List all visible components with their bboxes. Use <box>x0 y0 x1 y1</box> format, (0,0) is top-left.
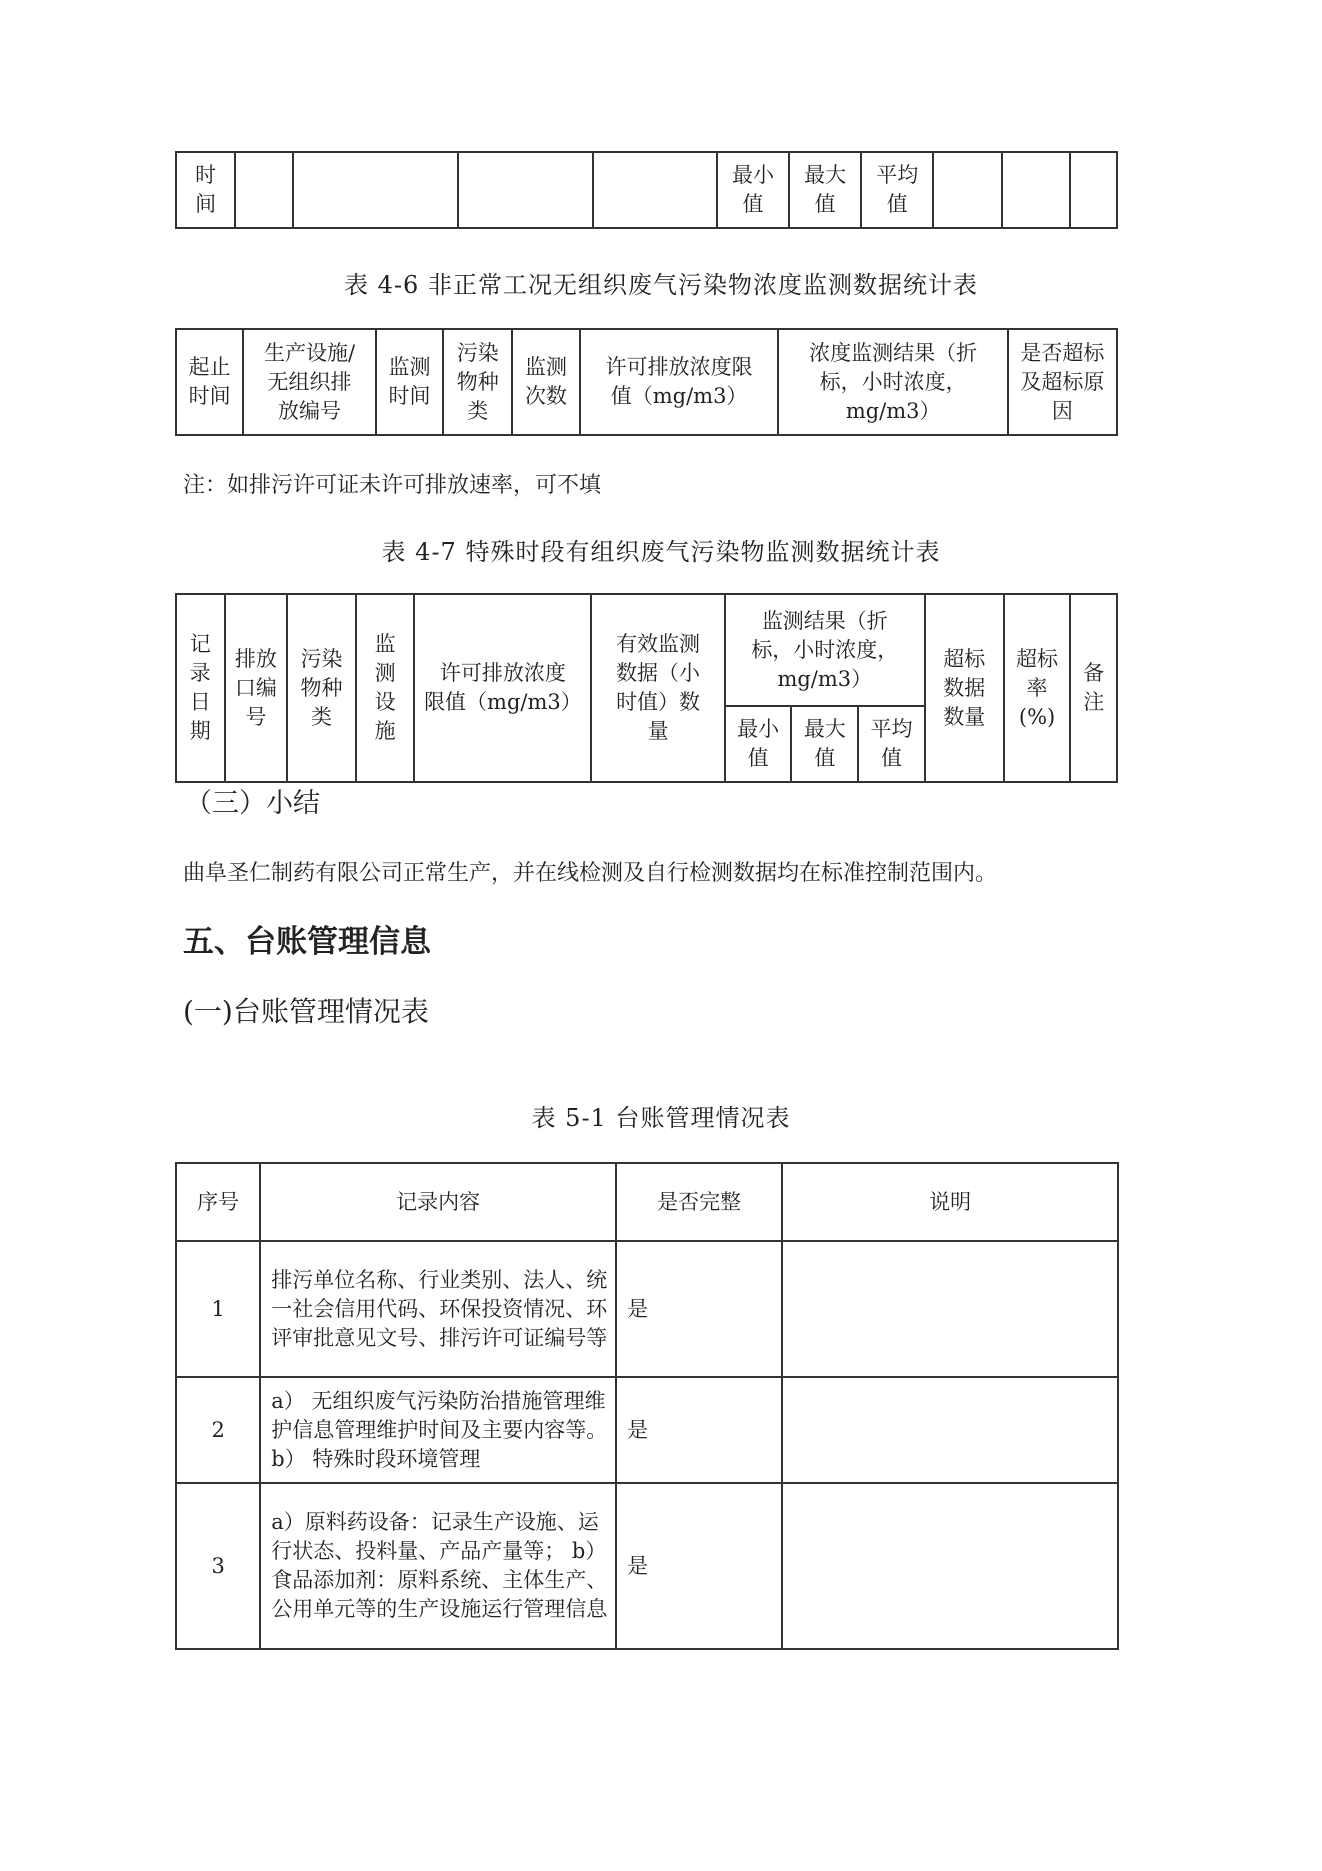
header-cell: 许可排放浓度 限值（mg/m3） <box>414 594 591 782</box>
sub-header-cell: 最大 值 <box>791 706 858 782</box>
table-4-7-caption: 表 4-7 特殊时段有组织废气污染物监测数据统计表 <box>381 538 941 566</box>
header-cell: 起止 时间 <box>176 329 243 435</box>
row-note <box>782 1483 1118 1649</box>
header-cell: 浓度监测结果（折 标，小时浓度， mg/m3） <box>778 329 1007 435</box>
row-content: a） 无组织废气污染防治措施管理维护信息管理维护时间及主要内容等。 b） 特殊时段环境管理 <box>260 1377 616 1483</box>
empty-cell <box>593 152 717 228</box>
table-4-6 <box>175 328 1118 436</box>
header-cell: 超标 率 (%) <box>1004 594 1071 782</box>
table-row <box>176 1241 1118 1377</box>
summary-text: 曲阜圣仁制药有限公司正常生产，并在线检测及自行检测数据均在标准控制范围内。 <box>183 861 998 886</box>
table-4-7 <box>175 593 1118 783</box>
row-number: 3 <box>176 1483 260 1649</box>
header-cell: 序号 <box>176 1163 260 1241</box>
header-cell: 说明 <box>782 1163 1118 1241</box>
header-cell: 是否完整 <box>616 1163 782 1241</box>
header-cell: 污染 物种 类 <box>443 329 512 435</box>
sub-header-cell: 平均 值 <box>858 706 925 782</box>
avg-cell: 平均 值 <box>861 152 933 228</box>
section-3-title: （三）小结 <box>185 788 320 819</box>
section-5-title: 五、台账管理信息 <box>183 924 431 960</box>
header-cell: 记 录 日 期 <box>176 594 225 782</box>
empty-cell <box>458 152 592 228</box>
header-cell: 污染 物种 类 <box>287 594 356 782</box>
note-text: 注：如排污许可证未许可排放速率，可不填 <box>183 473 602 498</box>
row-number: 1 <box>176 1241 260 1377</box>
header-cell: 监测 次数 <box>512 329 579 435</box>
empty-cell <box>1070 152 1117 228</box>
row-note <box>782 1241 1118 1377</box>
table-5-1-caption: 表 5-1 台账管理情况表 <box>531 1104 791 1132</box>
empty-cell <box>235 152 293 228</box>
sub-header-cell: 最小 值 <box>725 706 792 782</box>
table-4-6-caption: 表 4-6 非正常工况无组织废气污染物浓度监测数据统计表 <box>344 271 978 299</box>
header-cell: 记录内容 <box>260 1163 616 1241</box>
empty-cell <box>293 152 458 228</box>
table-row <box>176 1377 1118 1483</box>
header-cell: 许可排放浓度限 值（mg/m3） <box>580 329 779 435</box>
time-cell: 时 间 <box>176 152 235 228</box>
min-cell: 最小 值 <box>717 152 789 228</box>
header-cell: 生产设施/ 无组织排 放编号 <box>243 329 376 435</box>
row-number: 2 <box>176 1377 260 1483</box>
sub-1-title: (一)台账管理情况表 <box>183 995 429 1028</box>
table-5-1 <box>175 1162 1119 1650</box>
row-content: a）原料药设备：记录生产设施、运行状态、投料量、产品产量等； b）食品添加剂：原料系统、主体生产、公用单元等的生产设施运行管理信息 <box>260 1483 616 1649</box>
row-complete: 是 <box>616 1483 782 1649</box>
empty-cell <box>933 152 1002 228</box>
top-fragment-table <box>175 151 1118 229</box>
max-cell: 最大 值 <box>789 152 861 228</box>
header-cell: 备 注 <box>1070 594 1117 782</box>
header-cell: 监 测 设 施 <box>356 594 415 782</box>
empty-cell <box>1002 152 1071 228</box>
header-cell: 是否超标 及超标原 因 <box>1008 329 1117 435</box>
row-complete: 是 <box>616 1241 782 1377</box>
header-cell: 监测 时间 <box>376 329 443 435</box>
row-content: 排污单位名称、行业类别、法人、统一社会信用代码、环保投资情况、环评审批意见文号、排污许可证编号等 <box>260 1241 616 1377</box>
row-complete: 是 <box>616 1377 782 1483</box>
header-cell: 排放 口编 号 <box>225 594 288 782</box>
header-cell: 有效监测 数据（小 时值）数 量 <box>591 594 724 782</box>
header-cell: 监测结果（折 标，小时浓度， mg/m3） <box>725 594 925 706</box>
header-cell: 超标 数据 数量 <box>925 594 1004 782</box>
row-note <box>782 1377 1118 1483</box>
table-row <box>176 1483 1118 1649</box>
